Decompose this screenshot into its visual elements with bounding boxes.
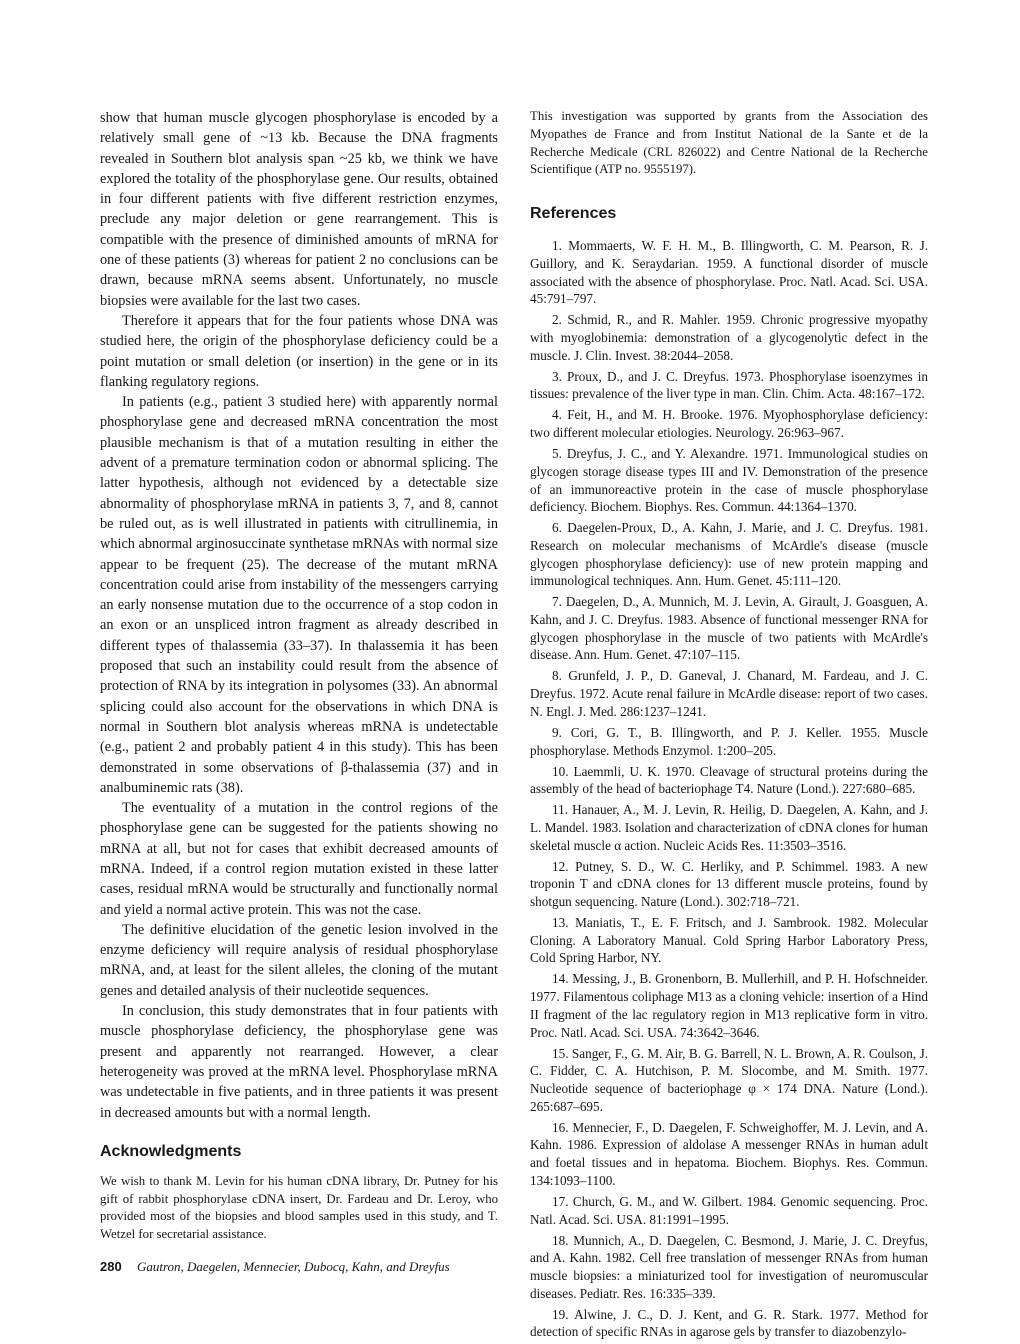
body-paragraph: Therefore it appears that for the four patients whose DNA was studied here, the origin of the phosphorylase deficiency could be a point mutation or small deletion (or insertion) in the gene or in its flanking regulatory regions.: [100, 312, 498, 390]
reference-item: 17. Church, G. M., and W. Gilbert. 1984. Genomic sequencing. Proc. Natl. Acad. Sci. USA. 81:1991–1995.: [530, 1193, 928, 1227]
reference-list: [530, 237, 928, 1341]
page-number: 280: [100, 1259, 122, 1274]
reference-item: 3. Proux, D., and J. C. Dreyfus. 1973. Phosphorylase isoenzymes in tissues: prevalence of the liver type in man. Clin. Chim. Acta. 48:167–172.: [530, 368, 928, 402]
body-paragraph: The eventuality of a mutation in the control regions of the phosphorylase gene can be suggested for the patients showing no mRNA at all, but not for cases that exhibit decreased amounts of mRNA. Indeed, if a control region mutation existed in these latter cases, residual mRNA would be structurally and functionally normal and yield a normal active protein. This was not the case.: [100, 800, 498, 918]
reference-item: 15. Sanger, F., G. M. Air, B. G. Barrell, N. L. Brown, A. R. Coulson, J. C. Fidder, C. A. Hutchison, P. M. Slocombe, and M. Smith. 1977. Nucleotide sequence of bacteriophage φ × 174 DNA. Nature (Lond.). 265:687–695.: [530, 1045, 928, 1114]
body-paragraph: In patients (e.g., patient 3 studied here) with apparently normal phosphorylase gene and decreased mRNA concentration the most plausible mechanism is that of a mutation resulting in either the advent of a premature termination codon or abnormal splicing. The latter hypothesis, although not evidenced by a detectable size abnormality of phosphorylase mRNA in patients 3, 7, and 8, cannot be ruled out, as is well illustrated in patients with citrullinemia, in which abnormal arginosuccinate synthetase mRNAs with normal size appear to be frequent (25). The decrease of the mutant mRNA concentration could arise from instability of the messengers carrying an early nonsense mutation due to the occurrence of a stop codon in an exon or an unspliced intron fragment as already described in different types of thalassemia (33–37). In thalassemia it has been proposed that such an instability could result from the absence of protection of RNA by its integration in polysomes (33). An abnormal splicing could also account for the observations in which DNA is normal in Southern blot analysis whereas mRNA is undetectable (e.g., patient 2 and probably patient 4 in this study). This has been demonstrated in some observations of β-thalassemia (37) and in analbuminemic rats (38).: [100, 394, 498, 796]
right-column: [530, 108, 928, 1344]
body-paragraph: In conclusion, this study demonstrates that in four patients with muscle phosphorylase deficiency, the phosphorylase gene was present and apparently not rearranged. However, a clear heterogeneity was proved at the mRNA level. Phosphorylase mRNA was undetectable in five patients, and in three patients it was present in decreased amounts but with a normal length.: [100, 1003, 498, 1121]
body-paragraph: show that human muscle glycogen phosphorylase is encoded by a relatively small gene of ~13 kb. Because the DNA fragments revealed in Southern blot analysis span ~25 kb, we think we have explored the totality of the phosphorylase gene. Our results, obtained in four different patients with five different restriction enzymes, preclude any major deletion or gene rearrangement. This is compatible with the presence of diminished amounts of mRNA for one of these patients (3) whereas for patient 2 no conclusions can be drawn, because mRNA seems absent. Unfortunately, no muscle biopsies were available for the last two cases.: [100, 110, 498, 309]
reference-item: 8. Grunfeld, J. P., D. Ganeval, J. Chanard, M. Fardeau, and J. C. Dreyfus. 1972. Acute renal failure in McArdle disease: report of two cases. N. Engl. J. Med. 286:1237–1241.: [530, 668, 928, 719]
acknowledgments-heading: Acknowledgments: [100, 1142, 242, 1160]
reference-item: 4. Feit, H., and M. H. Brooke. 1976. Myophosphorylase deficiency: two different molecular etiologies. Neurology. 26:963–967.: [530, 407, 928, 441]
reference-item: 12. Putney, S. D., W. C. Herliky, and P. Schimmel. 1983. A new troponin T and cDNA clones for 13 different muscle proteins, found by shotgun sequencing. Nature (Lond.). 302:718–721.: [530, 858, 928, 910]
reference-item: 10. Laemmli, U. K. 1970. Cleavage of structural proteins during the assembly of the head of bacteriophage T4. Nature (Lond.). 227:680–685.: [530, 763, 928, 797]
reference-item: 2. Schmid, R., and R. Mahler. 1959. Chronic progressive myopathy with myoglobinemia: demonstration of a glycogenolytic defect in the muscle. J. Clin. Invest. 38:2044–2058.: [530, 312, 928, 363]
page-footer: [100, 1259, 450, 1275]
reference-item: 6. Daegelen-Proux, D., A. Kahn, J. Marie, and J. C. Dreyfus. 1981. Research on molecular mechanisms of McArdle's disease (muscle glycogen phosphorylase deficiency): use of new protein mapping and immunological techniques. Ann. Hum. Genet. 45:111–120.: [530, 520, 928, 589]
left-column: [100, 108, 498, 1244]
reference-item: 11. Hanauer, A., M. J. Levin, R. Heilig, D. Daegelen, A. Kahn, and J. L. Mandel. 1983. Isolation and characterization of cDNA clones for human skeletal muscle α action. Nucleic Acids Res. 11:3503–3516.: [530, 802, 928, 853]
reference-item: 16. Mennecier, F., D. Daegelen, F. Schweighoffer, M. J. Levin, and A. Kahn. 1986. Expression of aldolase A messenger RNAs in human adult and foetal tissues and in hepatoma. Biochem. Biophys. Res. Commun. 134:1093–1100.: [530, 1119, 928, 1188]
reference-item: 5. Dreyfus, J. C., and Y. Alexandre. 1971. Immunological studies on glycogen storage disease types III and IV. Demonstration of the presence of an immunoreactive protein in the case of muscle phosphorylase deficiency. Biochem. Biophys. Res. Commun. 44:1364–1370.: [530, 446, 928, 515]
funding-statement: This investigation was supported by grants from the Association des Myopathes de France and from Institut National de la Sante et de la Recherche Medicale (CRL 826022) and Centre National de la Recherche Scientifique (ATP no. 9555197).: [530, 109, 928, 177]
reference-item: 1. Mommaerts, W. F. H. M., B. Illingworth, C. M. Pearson, R. J. Guillory, and K. Seraydarian. 1959. A functional disorder of muscle associated with the absence of phosphorylase. Proc. Natl. Acad. Sci. USA. 45:791–797.: [530, 238, 928, 307]
reference-item: 19. Alwine, J. C., D. J. Kent, and G. R. Stark. 1977. Method for detection of specific RNAs in agarose gels by transfer to diazobenzylo-: [530, 1306, 928, 1340]
body-paragraph: The definitive elucidation of the genetic lesion involved in the enzyme deficiency will require analysis of residual phosphorylase mRNA, and, at least for the silent alleles, the cloning of the mutant genes and detailed analysis of their nucleotide sequences.: [100, 921, 498, 999]
running-authors: Gautron, Daegelen, Mennecier, Dubocq, Kahn, and Dreyfus: [136, 1259, 450, 1274]
reference-item: 7. Daegelen, D., A. Munnich, M. J. Levin, A. Girault, J. Goasguen, A. Kahn, and J. C. Dreyfus. 1983. Absence of functional messenger RNA for glycogen phosphorylase in the muscle of two patients with McArdle's disease. Ann. Hum. Genet. 47:107–115.: [530, 594, 928, 663]
acknowledgments-text: We wish to thank M. Levin for his human cDNA library, Dr. Putney for his gift of rabbit phosphorylase cDNA insert, Dr. Fardeau and Dr. Leroy, who provided most of the biopsies and blood samples used in this study, and T. Wetzel for secretarial assistance.: [100, 1173, 498, 1242]
reference-item: 9. Cori, G. T., B. Illingworth, and P. J. Keller. 1955. Muscle phosphorylase. Methods Enzymol. 1:200–205.: [530, 724, 928, 758]
reference-item: 18. Munnich, A., D. Daegelen, C. Besmond, J. Marie, J. C. Dreyfus, and A. Kahn. 1982. Cell free translation of messenger RNAs from human muscle biopsies: a miniaturized tool for investigation of neuromuscular diseases. Pediatr. Res. 16:335–339.: [530, 1232, 928, 1301]
references-heading: References: [530, 205, 617, 223]
reference-item: 13. Maniatis, T., E. F. Fritsch, and J. Sambrook. 1982. Molecular Cloning. A Laboratory Manual. Cold Spring Harbor Laboratory Press, Cold Spring Harbor, NY.: [530, 915, 928, 966]
reference-item: 14. Messing, J., B. Gronenborn, B. Mullerhill, and P. H. Hofschneider. 1977. Filamentous coliphage M13 as a cloning vehicle: insertion of a Hind II fragment of the lac regulatory region in M13 replicative form in vitro. Proc. Natl. Acad. Sci. USA. 74:3642–3646.: [530, 971, 928, 1040]
